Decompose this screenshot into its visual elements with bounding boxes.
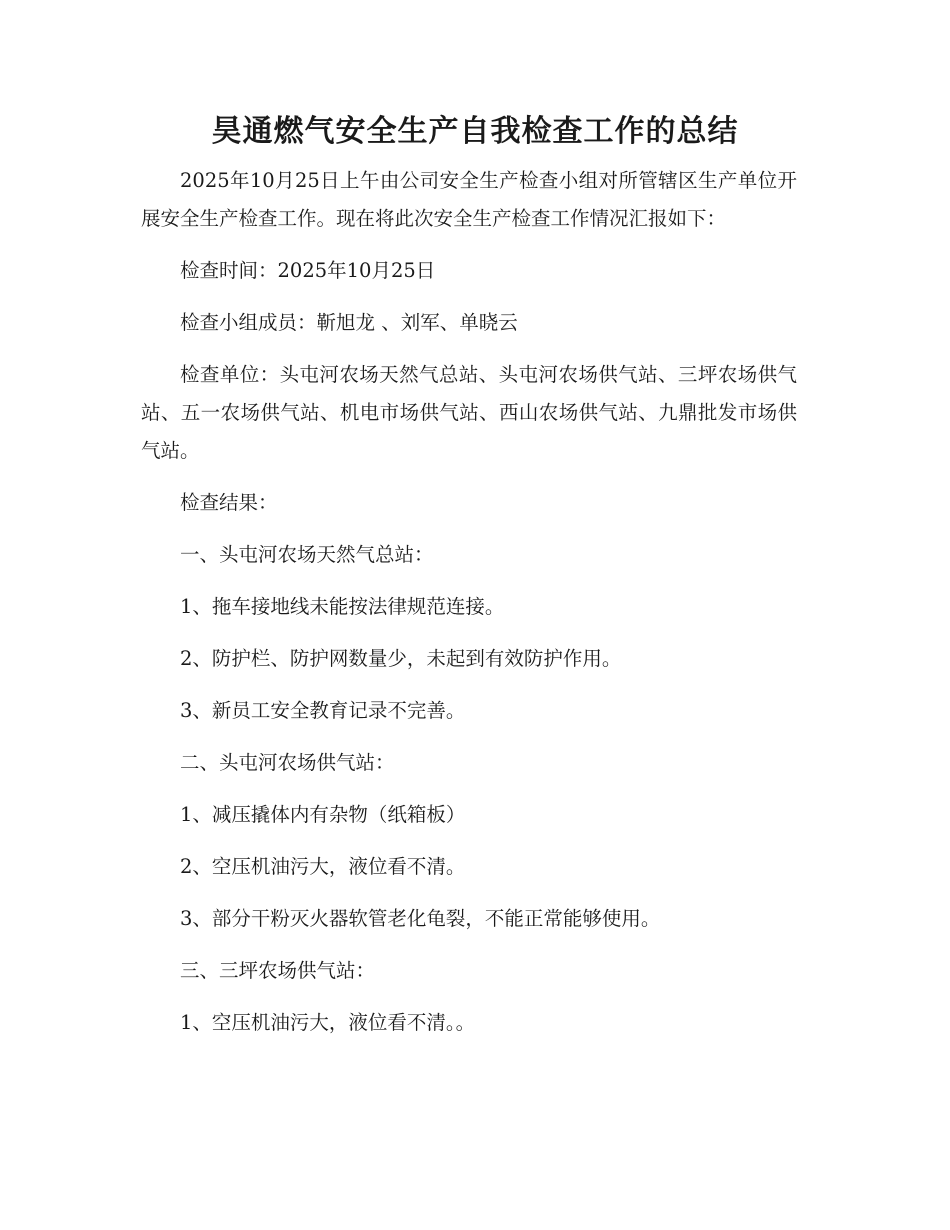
document-title: 昊通燃气安全生产自我检查工作的总结 [211, 114, 739, 149]
section-heading: 一、头屯河农场天然气总站： [180, 543, 434, 566]
intro-paragraph: 2025年10月25日上午由公司安全生产检查小组对所管辖区生产单位开展安全生产检查工作。现在将此次安全生产检查工作情况汇报如下： [141, 169, 797, 230]
list-item: 2、防护栏、防护网数量少，未起到有效防护作用。 [180, 647, 622, 670]
inspection-time: 检查时间：2025年10月25日 [180, 259, 436, 282]
section-heading: 三、三坪农场供气站： [180, 959, 376, 982]
inspection-units: 检查单位：头屯河农场天然气总站、头屯河农场供气站、三坪农场供气站、五一农场供气站、机电市场供气站、西山农场供气站、九鼎批发市场供气站。 [141, 363, 797, 462]
list-item: 1、减压撬体内有杂物（纸箱板） [180, 803, 466, 826]
inspection-team: 检查小组成员：靳旭龙 、刘军、单晓云 [180, 311, 518, 334]
list-item: 1、拖车接地线未能按法律规范连接。 [180, 595, 505, 618]
list-item: 2、空压机油污大，液位看不清。 [180, 855, 466, 878]
results-heading: 检查结果： [180, 491, 278, 514]
document-body [141, 162, 797, 1042]
section-heading: 二、头屯河农场供气站： [180, 751, 395, 774]
list-item: 1、空压机油污大，液位看不清。。 [180, 1011, 476, 1034]
list-item: 3、部分干粉灭火器软管老化龟裂，不能正常能够使用。 [180, 907, 661, 930]
list-item: 3、新员工安全教育记录不完善。 [180, 699, 466, 722]
